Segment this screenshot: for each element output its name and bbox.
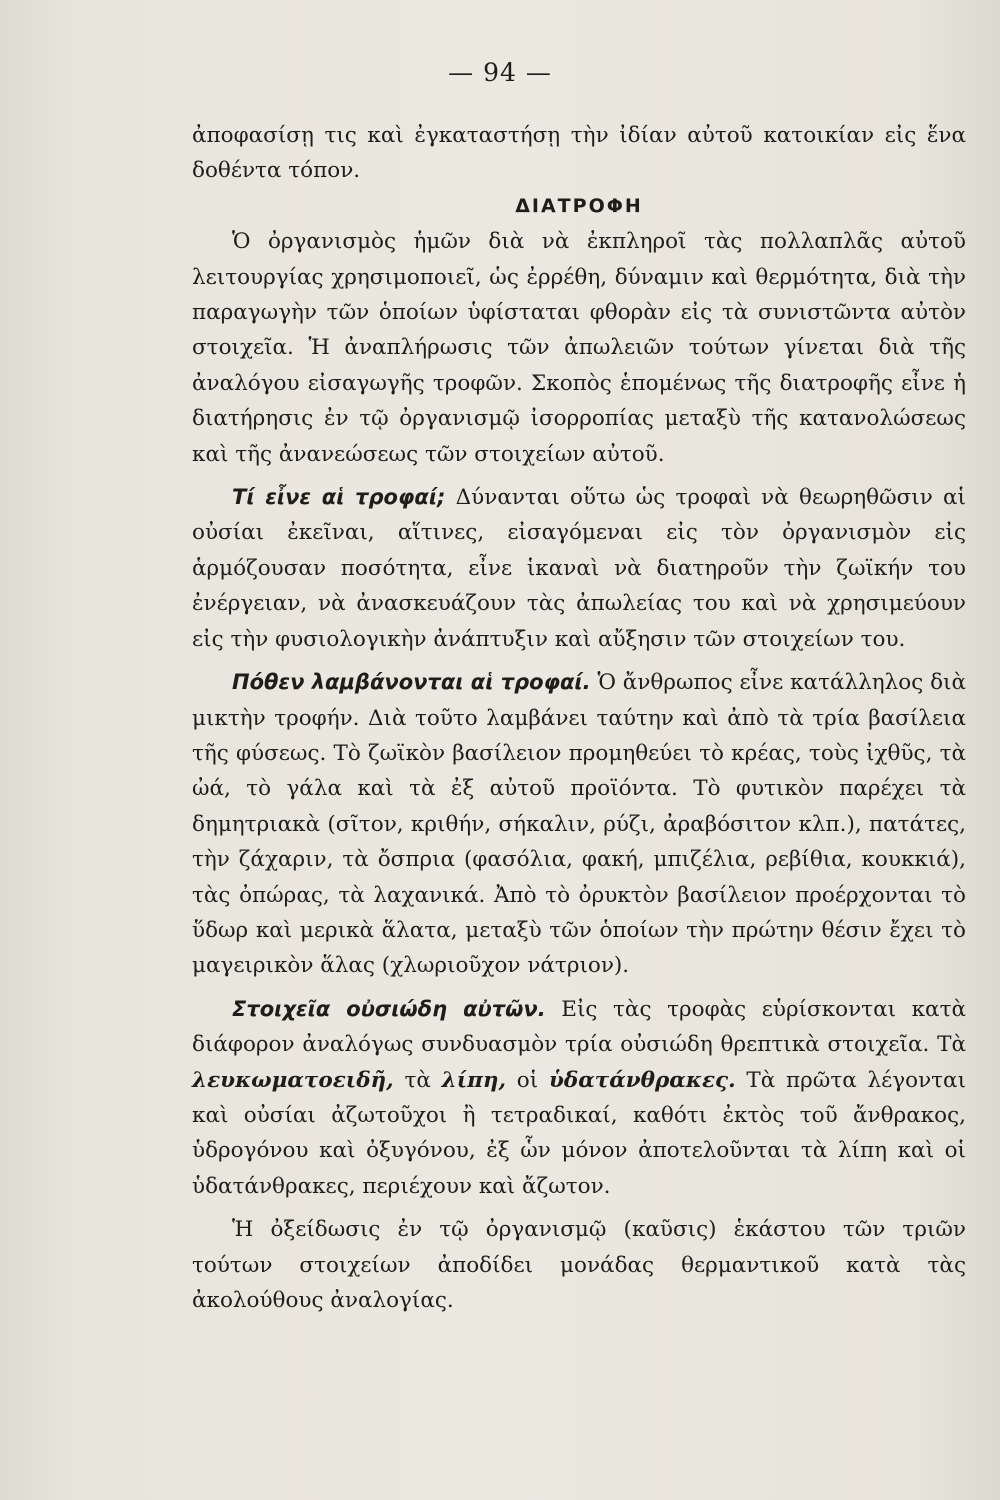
paragraph-essential-elements bbox=[192, 992, 966, 1204]
subheading-what-are-foods: Τί εἶνε αἱ τροφαί; bbox=[232, 485, 446, 510]
paragraph-text: οἱ bbox=[516, 1067, 539, 1093]
paragraph-nutrition-intro: Ὁ ὀργανισμὸς ἡμῶν διὰ νὰ ἐκπληροῖ τὰς πολλαπλᾶς αὐτοῦ λειτουργίας χρησιμοποιεῖ, ὡς ἐρρέθη, δύναμιν καὶ θερμότητα, διὰ τὴν παραγωγὴν τῶν ὁποίων ὑφίσταται φθορὰν εἰς τὰ συνιστῶντα αὐτὸν στοιχεῖα. Ἡ ἀναπλήρωσις τῶν ἀπωλειῶν τούτων γίνεται διὰ τῆς ἀναλόγου εἰσαγωγῆς τροφῶν. Σκοπὸς ἑπομένως τῆς διατροφῆς εἶνε ἡ διατήρησις ἐν τῷ ὀργανισμῷ ἰσορροπίας μεταξὺ τῆς κατανολώσεως καὶ τῆς ἀνανεώσεως τῶν στοιχείων αὐτοῦ. bbox=[192, 229, 966, 467]
page-body bbox=[192, 118, 966, 1318]
page-number: — 94 — bbox=[448, 58, 552, 87]
paragraph-text: Ὁ ἄνθρωπος εἶνε κατάλληλος διὰ μικτὴν τροφήν. Διὰ τοῦτο λαμβάνει ταύτην καὶ ἀπὸ τὰ τρία βασίλεια τῆς φύσεως. Τὸ ζωϊκὸν βασίλειον προμηθεύει τὸ κρέας, τοὺς ἰχθῦς, τὰ ὠά, τὸ γάλα καὶ τὰ ἐξ αὐτοῦ προϊόντα. Τὸ φυτικὸν παρέχει τὰ δημητριακὰ (σῖτον, κριθήν, σήκαλιν, ρύζι, ἀραβόσιτον κλπ.), πατάτες, τὴν ζάχαριν, τὰ ὄσπρια (φασόλια, φακή, μπιζέλια, ρεβίθια, κουκκιά), τὰς ὀπώρας, τὰ λαχανικά. Ἀπὸ τὸ ὀρυκτὸν βασίλειον προέρχονται τὸ ὕδωρ καὶ μερικὰ ἅλατα, μεταξὺ τῶν ὁποίων τὴν πρώτην θέσιν ἔχει τὸ μαγειρικὸν ἅλας (χλωριοῦχον νάτριον). bbox=[192, 670, 966, 979]
subheading-essential-elements: Στοιχεῖα οὐσιώδη αὐτῶν. bbox=[232, 996, 546, 1021]
term-carbohydrates: ὑδατάνθρακες. bbox=[548, 1067, 736, 1093]
subheading-food-sources: Πόθεν λαμβάνονται αἱ τροφαί. bbox=[232, 670, 591, 695]
paragraph-oxidation: Ἡ ὀξείδωσις ἐν τῷ ὀργανισμῷ (καῦσις) ἑκάστου τῶν τριῶν τούτων στοιχείων ἀποδίδει μονάδας θερμαντικοῦ κατὰ τὰς ἀκολούθους ἀναλογίας. bbox=[192, 1217, 966, 1313]
continued-paragraph: ἀποφασίσῃ τις καὶ ἐγκαταστήσῃ τὴν ἰδίαν αὐτοῦ κατοικίαν εἰς ἕνα δοθέντα τόπον. bbox=[192, 123, 966, 184]
paragraph-text: Τὰ πρῶτα λέγονται καὶ οὐσίαι ἀζωτοῦχοι ἢ τετραδικαί, καθότι ἐκτὸς τοῦ ἄνθρακος, ὑδρογόνου καὶ ὀξυγόνου, ἐξ ὧν μόνον ἀποτελοῦνται τὰ λίπη καὶ οἱ ὑδατάνθρακες, περιέχουν καὶ ἄζωτον. bbox=[192, 1067, 966, 1199]
section-title: ΔΙΑΤΡΟΦΗ bbox=[515, 194, 643, 217]
paragraph-food-sources bbox=[192, 665, 966, 984]
paragraph-text: τὰ bbox=[404, 1067, 431, 1093]
paragraph-text: Εἰς τὰς τροφὰς εὑρίσκονται κατὰ διάφορον ἀναλόγως συνδυασμὸν τρία οὐσιώδη θρεπτικὰ στοιχεῖα. Τὰ bbox=[192, 996, 966, 1058]
paragraph-text: Δύνανται οὕτω ὡς τροφαὶ νὰ θεωρηθῶσιν αἱ οὐσίαι ἐκεῖναι, αἵτινες, εἰσαγόμεναι εἰς τὸν ὀργανισμὸν εἰς ἁρμόζουσαν ποσότητα, εἶνε ἱκαναὶ νὰ διατηροῦν τὴν ζωϊκήν του ἐνέργειαν, νὰ ἀνασκευάζουν τὰς ἀπωλείας του καὶ νὰ χρησιμεύουν εἰς τὴν φυσιολογικὴν ἀνάπτυξιν καὶ αὔξησιν τῶν στοιχείων του. bbox=[192, 485, 966, 652]
term-proteins: λευκωματοειδῆ, bbox=[192, 1067, 394, 1093]
term-fats: λίπη, bbox=[441, 1067, 506, 1093]
paragraph-what-are-foods bbox=[192, 480, 966, 657]
